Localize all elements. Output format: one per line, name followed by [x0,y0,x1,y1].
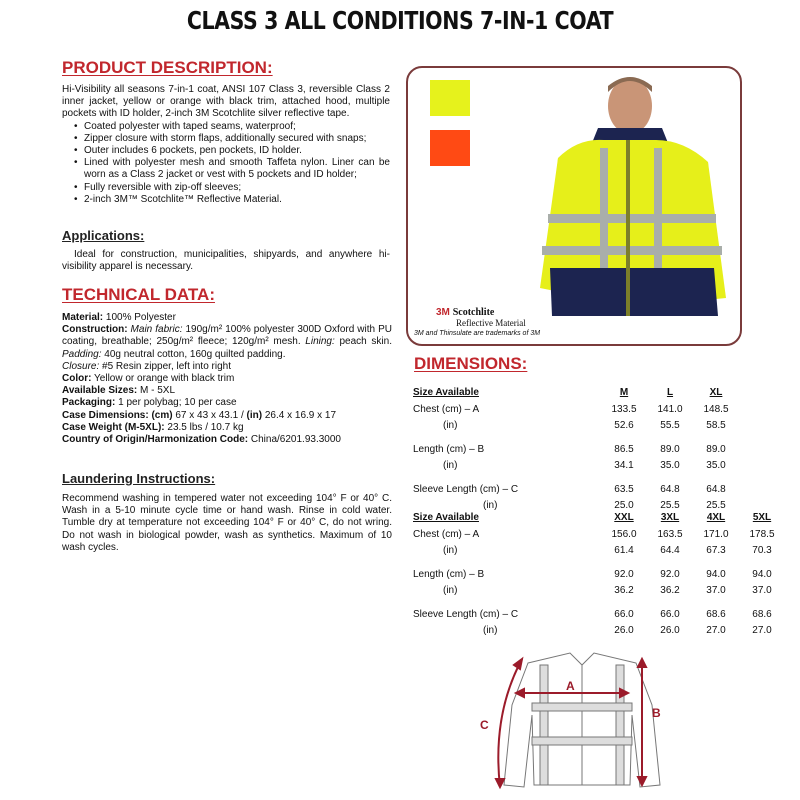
sizes-row: Available Sizes: M - 5XL [62,385,176,397]
scotchlite-logo: 3M Scotchlite Reflective Material [436,307,526,328]
measurement-label-b: B [652,706,661,720]
applications-text: Ideal for construction, municipalities, shipyards, and anywhere hi-visibility apparel is necessary. [62,249,390,273]
description-intro: Hi-Visibility all seasons 7-in-1 coat, ANSI 107 Class 3, reversible Class 2 inner jacket, yellow or orange with black trim, attached hood, multiple pockets with ID holder, 2-inch 3M Scotchlite silver reflective tape. [62,84,390,120]
product-description [62,84,390,206]
feature-item: • 2-inch 3M™ Scotchlite™ Reflective Material. [84,194,390,206]
table-row: (in) 34.1 35.0 35.0 [443,459,726,471]
case-weight-row: Case Weight (M-5XL): 23.5 lbs / 10.7 kg [62,421,244,433]
case-dimensions-row: Case Dimensions: (cm) 67 x 43 x 43.1 / (in) 26.4 x 16.9 x 17 [62,409,337,421]
table-row: Chest (cm) – A 156.0 163.5 171.0 178.5 [413,528,775,540]
table-row: Length (cm) – B 92.0 92.0 94.0 94.0 [413,568,772,580]
measurement-label-c: C [480,718,489,732]
product-description-heading: PRODUCT DESCRIPTION: [62,58,273,77]
table-row: Chest (cm) – A 133.5 141.0 148.5 [413,403,729,415]
size-3xl: 3XL [660,511,680,523]
table-row: Length (cm) – B 86.5 89.0 89.0 [413,443,726,455]
color-row: Color: Yellow or orange with black trim [62,373,235,385]
packaging-row: Packaging: 1 per polybag; 10 per case [62,397,237,409]
page-title: CLASS 3 ALL CONDITIONS 7-IN-1 COAT [186,6,614,35]
size-header: Size Available [413,386,479,398]
material-row: Material: 100% Polyester [62,312,176,323]
measurement-label-a: A [566,679,575,693]
laundering-heading: Laundering Instructions: [62,471,216,486]
size-table-2 [413,508,785,638]
table-row: Sleeve Length (cm) – C 63.5 64.8 64.8 [413,483,726,495]
size-m: M [619,386,629,398]
table-row: (in) 61.4 64.4 67.3 70.3 [443,544,772,556]
feature-item: • Outer includes 6 pockets, pen pockets, ID holder. [84,145,390,157]
feature-item: • Zipper closure with storm flaps, additionally secured with snaps; [84,133,390,145]
size-table-1 [413,383,739,513]
jacket-measurement-diagram [470,645,700,795]
origin-row: Country of Origin/Harmonization Code: China/6201.93.3000 [62,434,341,446]
size-header: Size Available [413,511,479,523]
applications-heading: Applications: [62,228,145,243]
table-row: (in) 52.6 55.5 58.5 [443,419,726,431]
size-xl: XL [709,386,723,398]
size-4xl: 4XL [706,511,726,523]
feature-item: • Coated polyester with taped seams, waterproof; [84,121,390,133]
table-row: (in) 26.0 26.0 27.0 27.0 [483,624,772,636]
size-5xl: 5XL [752,511,772,523]
feature-item: • Lined with polyester mesh and smooth Taffeta nylon. Liner can be worn as a Class 2 jacket or vest with 5 pockets and ID holder; [84,157,390,181]
trademark-note: 3M and Thinsulate are trademarks of 3M [414,330,541,337]
technical-data [62,312,392,446]
feature-list [62,121,390,206]
product-photo [408,68,740,344]
size-xxl: XXL [614,511,634,523]
technical-data-heading: TECHNICAL DATA: [62,285,215,304]
closure-row: Closure: #5 Resin zipper, left into right [62,360,231,372]
feature-item: • Fully reversible with zip-off sleeves; [84,182,390,194]
table-row: Sleeve Length (cm) – C 66.0 66.0 68.6 68.6 [413,608,772,620]
laundering-text: Recommend washing in tempered water not exceeding 104° F or 40° C. Wash in a 5-10 minute cycle time or hand wash. Rinse in cold water. Tumble dry at temperature not exceeding 104° F or 40° C, do not wring. Do not wash in biological powder, wash as synthetics. Maximum of 10 wash cycles. [62,493,392,553]
dimensions-heading: DIMENSIONS: [414,354,528,373]
construction-row: Construction: Main fabric: 190g/m² 100% polyester 300D Oxford with PU coating, breathable; 250g/m² fleece; 120g/m² mesh. Lining: peach skin. Padding: 40g neutral cotton, 160g quilted padding. [62,324,392,360]
table-row: (in) 25.0 25.5 25.5 [483,499,726,511]
product-photo-frame [406,66,742,346]
table-row: (in) 36.2 36.2 37.0 37.0 [443,584,772,596]
size-l: L [666,386,674,398]
